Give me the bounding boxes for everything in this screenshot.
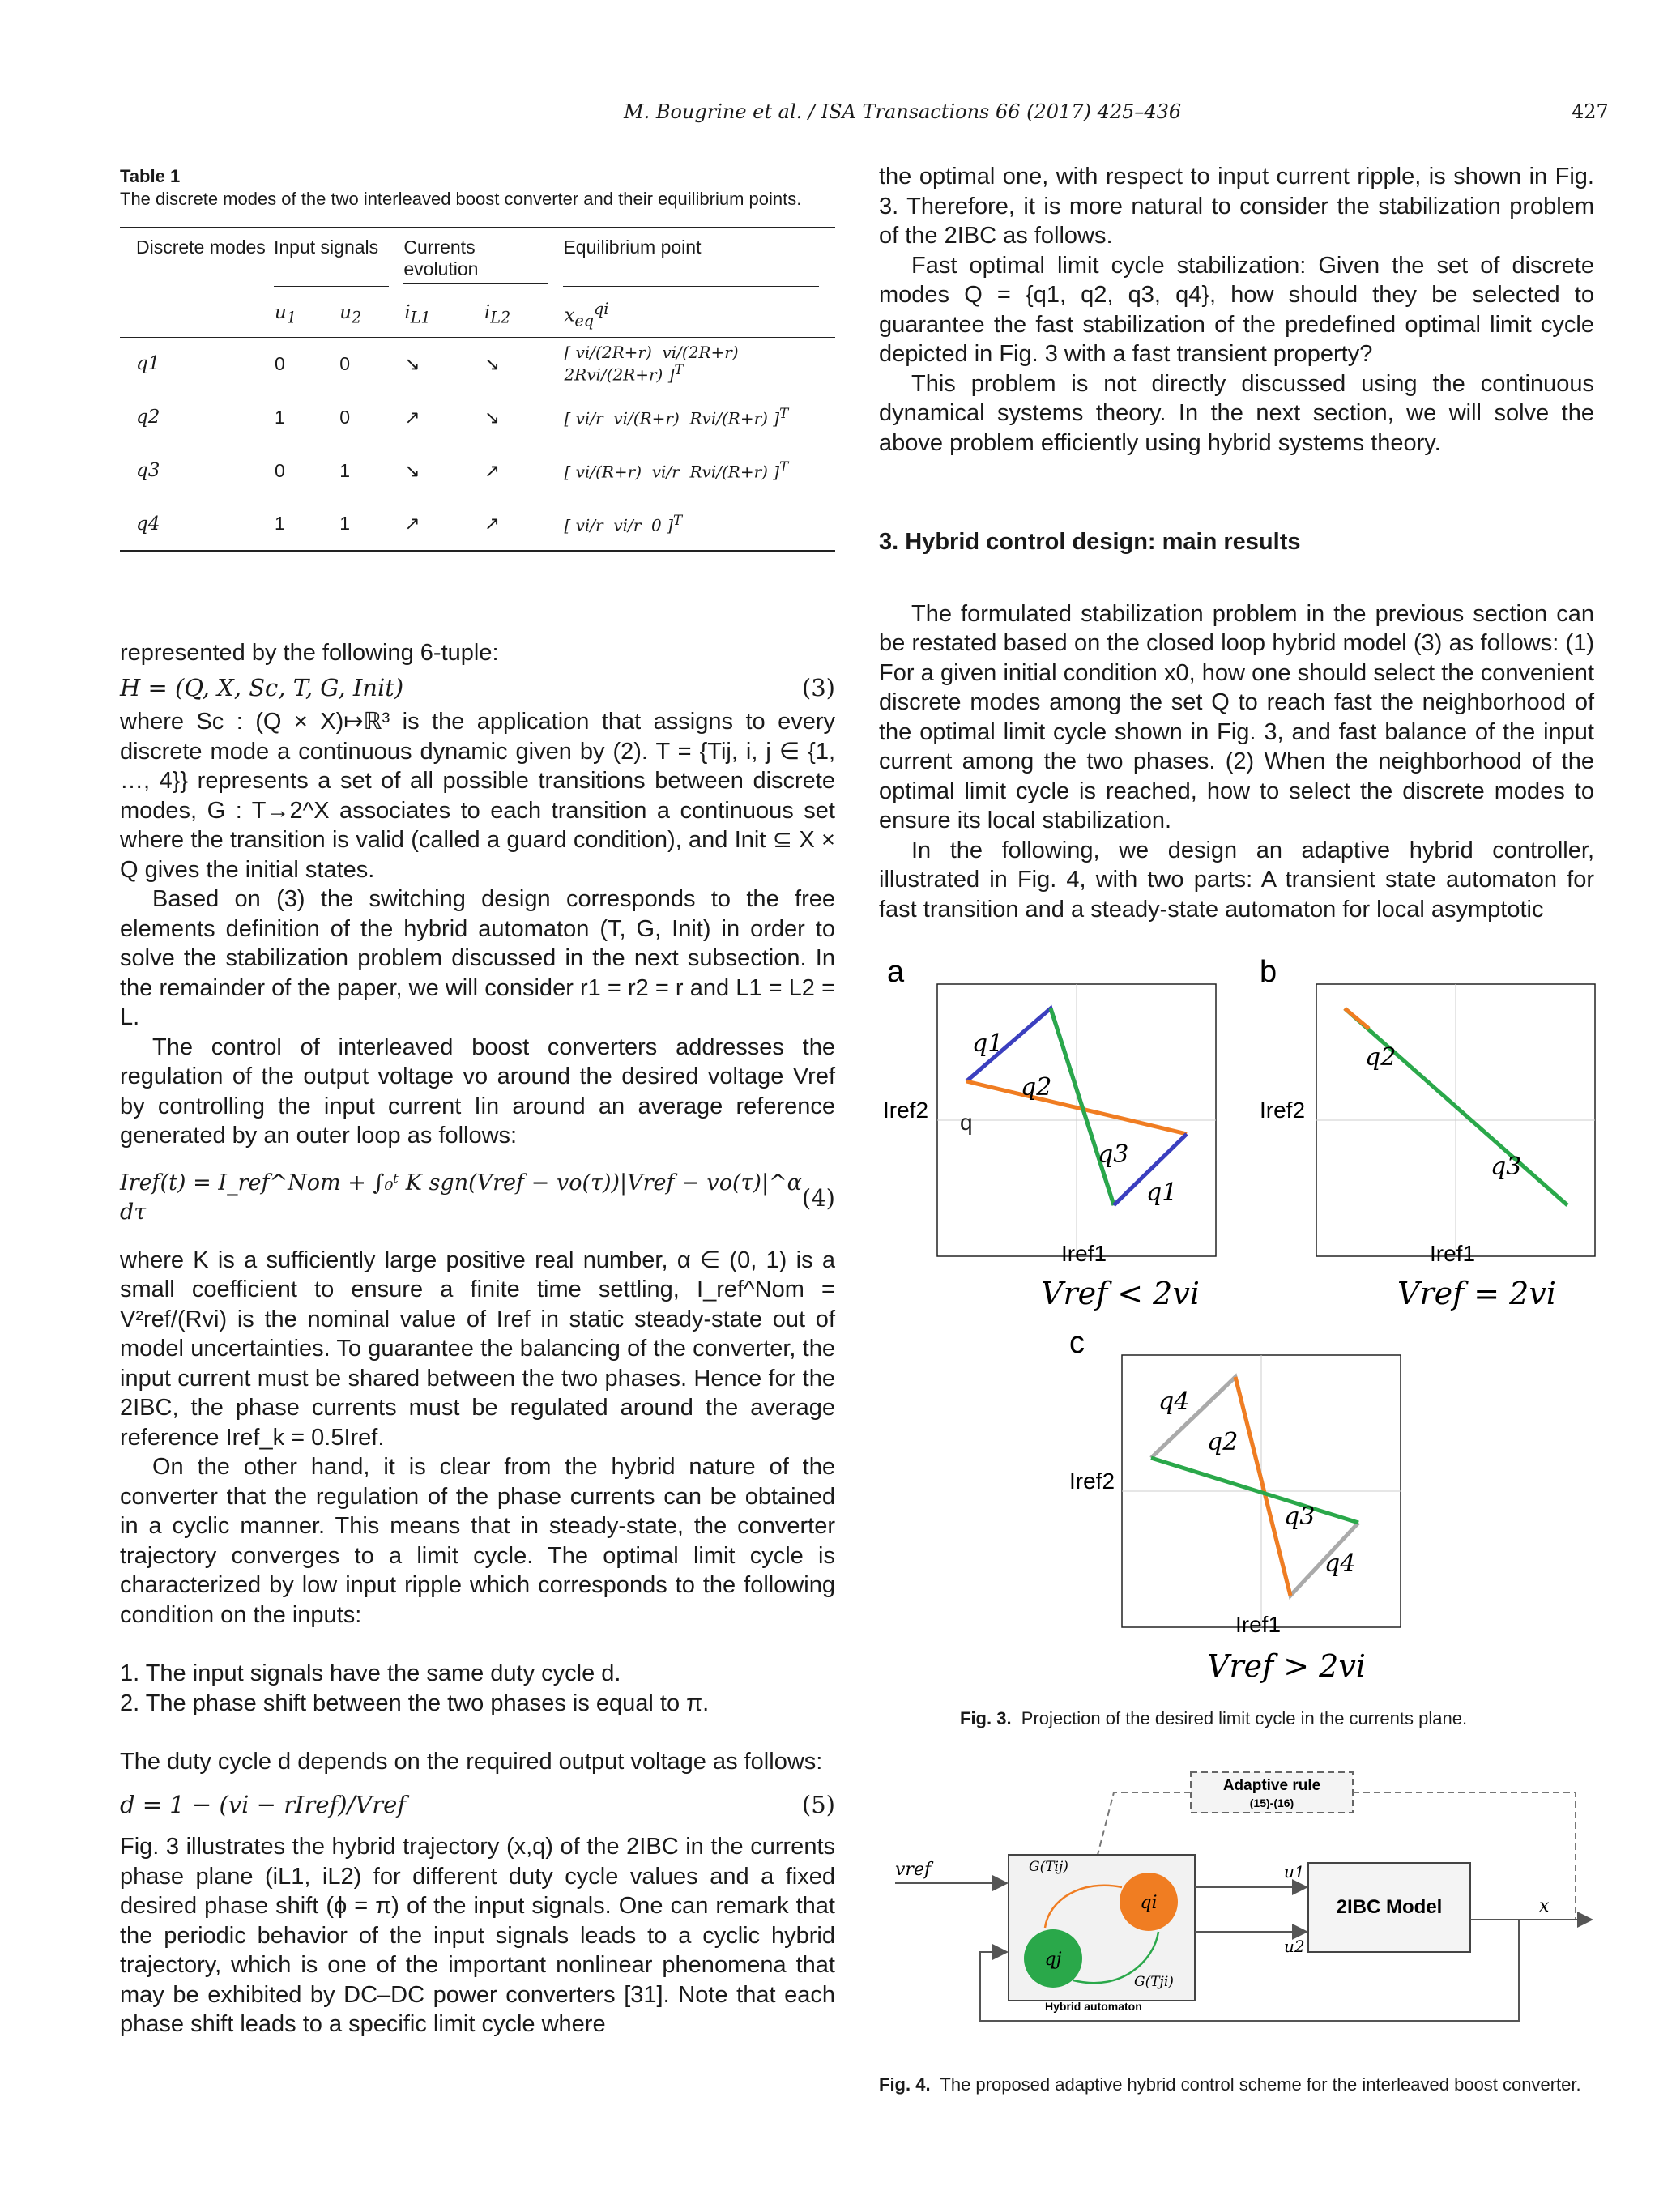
- panel-a-label: a: [887, 955, 905, 989]
- adaptive-link-left: [1098, 1792, 1191, 1855]
- table1-label: Table 1: [120, 166, 181, 186]
- para: Based on (3) the switching design corresponds to the free elements definition of the hybrid automaton (T, G, Init) in order to solve the stabilization problem discussed in the next subsection. In the remainder of the paper, we will consider r1 = r2 = r and L1 = L2 = L.: [120, 886, 835, 1030]
- left-column: [120, 638, 835, 2039]
- figure-3: [879, 948, 1608, 1709]
- th-currents: Currents evolution: [403, 237, 548, 284]
- trajectory-b-start: [1345, 1008, 1369, 1029]
- th-il2: $i_{L2}$: [484, 302, 511, 328]
- para: The formulated stabilization problem in the previous section can be restated based on the closed loop hybrid model (3) as follows: (1) For a given initial condition x0, how one should select the convenient discrete modes among the set Q to reach fast the neighborhood of the optimal limit cycle shown in Fig. 3, and fast balance of the input current among the two phases. (2) When the neighborhood of the optimal limit cycle is reached, how to select the discrete modes to ensure its local stabilization.: [879, 600, 1594, 833]
- equation-5: d = 1 − (vi − rIref)/Vref (5): [120, 1790, 835, 1818]
- table-row: q3 0 1 ↘ ↗ [ vi/(R+r) vi/r Rvi/(R+r) ]$^T$: [136, 459, 789, 482]
- x-label: x: [1539, 1896, 1550, 1916]
- para: The control of interleaved boost converters addresses the regulation of the output voltage vo around the desired voltage Vref by controlling the input current Iin around an average reference generated by an outer loop as follows:: [120, 1034, 835, 1149]
- guard-tji: G(Tji): [1134, 1974, 1174, 1990]
- page-number: 427: [1572, 100, 1609, 123]
- fig4-caption: Fig. 4. The proposed adaptive hybrid control scheme for the interleaved boost converter.: [879, 2074, 1581, 2095]
- table1-caption: The discrete modes of the two interleaved boost converter and their equilibrium points.: [120, 189, 802, 209]
- panel-c-mode: q2: [1207, 1428, 1239, 1456]
- para: In the following, we design an adaptive hybrid controller, illustrated in Fig. 4, with two parts: A transient state automaton for fast transition and a steady-state automaton for local asymptotic: [879, 837, 1594, 923]
- running-title: M. Bougrine et al. / ISA Transactions 66 (2017) 425–436: [624, 100, 1182, 123]
- panel-c-ylabel: Iref2: [1069, 1468, 1115, 1494]
- panel-b-mode: q3: [1491, 1153, 1522, 1181]
- para: This problem is not directly discussed using the continuous dynamical systems theory. In the next section, we will solve the above problem efficiently using hybrid systems theory.: [879, 370, 1594, 456]
- guard-tij: G(Tij): [1029, 1859, 1068, 1875]
- panel-c-label: c: [1069, 1326, 1085, 1360]
- table-row: q1 0 0 ↘ ↘ [ vi/(2R+r) vi/(2R+r) 2Rvi/(2R+r) ]$^T$: [136, 343, 739, 386]
- panel-a-mode: q1: [1146, 1178, 1178, 1207]
- panel-a-ylabel: Iref2: [883, 1097, 929, 1123]
- trajectory-q3a: [1051, 1008, 1114, 1205]
- equation-4: Iref(t) = I_ref^Nom + ∫₀ᵗ K sgn(Vref − vo(τ))|Vref − vo(τ)|^α dτ (4): [120, 1170, 835, 1225]
- th-xeq: $x_{eq}^{qi}$: [564, 300, 609, 330]
- list-item: 2. The phase shift between the two phases is equal to π.: [120, 1690, 710, 1716]
- panel-a-xlabel: Iref1: [1061, 1241, 1107, 1266]
- th-inputs: Input signals: [274, 237, 389, 287]
- panel-a-mode: q1: [972, 1029, 1004, 1058]
- th-il1: $i_{L1}$: [404, 302, 431, 328]
- panel-c-mode: q3: [1284, 1502, 1316, 1531]
- th-u1: $u_1$: [275, 302, 297, 328]
- para: On the other hand, it is clear from the hybrid nature of the converter that the regulation of the phase currents can be obtained in a cyclic manner. This means that in steady-state, the converter trajectory converges to a limit cycle. The optimal limit cycle is characterized by low input ripple which corresponds to the following condition on the inputs:: [120, 1454, 835, 1628]
- para: Fig. 3 illustrates the hybrid trajectory (x,q) of the 2IBC in the currents phase plane (iL1, iL2) for different duty cycle values and a fixed desired phase shift (ϕ = π) of the input signals. One can remark that the periodic behavior of the input signals leads to a cyclic hybrid trajectory, which is one of the important nonlinear phenomena that may be exhibited by DC–DC power converters [31]. Note that each phase shift leads to a specific limit cycle where: [120, 1834, 835, 2037]
- th-equilibrium: Equilibrium point: [563, 237, 819, 287]
- table-row: q2 1 0 ↗ ↘ [ vi/r vi/(R+r) Rvi/(R+r) ]$^T$: [136, 406, 789, 428]
- figure-4: [879, 1758, 1608, 2049]
- automaton-label: Hybrid automaton: [1045, 2000, 1142, 2013]
- para: Fast optimal limit cycle stabilization: Given the set of discrete modes Q = {q1, q2, q3, q4}, how should they be selected to guarantee the fast stabilization of the predefined optimal limit cycle depicted in Fig. 3 with a fast transient property?: [879, 252, 1594, 367]
- panel-a-mode: q3: [1098, 1140, 1129, 1169]
- para: represented by the following 6-tuple:: [120, 640, 499, 666]
- u1-label: u1: [1284, 1862, 1305, 1882]
- panel-b-mode: q2: [1365, 1043, 1397, 1072]
- trajectory-c-q3: [1151, 1458, 1358, 1523]
- list-item: 1. The input signals have the same duty cycle d.: [120, 1660, 621, 1686]
- panel-b-cond: Vref = 2vi: [1397, 1276, 1556, 1311]
- adaptive-rule-text: Adaptive rule: [1222, 1777, 1321, 1794]
- table-row: q4 1 1 ↗ ↗ [ vi/r vi/r 0 ]$^T$: [120, 497, 835, 551]
- panel-a-mode: q2: [1021, 1073, 1052, 1102]
- u2-label: u2: [1284, 1937, 1305, 1956]
- th-u2: $u_2$: [339, 302, 362, 328]
- mode-qj-label: qj: [1044, 1950, 1062, 1970]
- panel-c-mode: q4: [1324, 1549, 1356, 1578]
- model-label: 2IBC Model: [1336, 1896, 1443, 1918]
- para: the optimal one, with respect to input current ripple, is shown in Fig. 3. Therefore, it is more natural to consider the stabilization problem of the 2IBC as follows.: [879, 164, 1594, 249]
- adaptive-rule-eqs: (15)-(16): [1249, 1796, 1294, 1809]
- mode-qi-label: qi: [1140, 1893, 1158, 1913]
- table1-grid: [120, 228, 835, 552]
- section-heading: 3. Hybrid control design: main results: [879, 529, 1301, 555]
- vref-label: vref: [895, 1860, 932, 1880]
- para: where Sc : (Q × X)↦ℝ³ is the application that assigns to every discrete mode a continuous dynamic given by (2). T = {Tij, i, j ∈ {1, …, 4}} represents a set of all possible transitions between discrete modes, G : T→2^X associates to each transition a continuous set where the transition is valid (called a guard condition), and Init ⊆ X × Q gives the initial states.: [120, 709, 835, 883]
- fig3-caption: Fig. 3. Projection of the desired limit cycle in the currents plane.: [960, 1708, 1468, 1728]
- para: where K is a sufficiently large positive real number, α ∈ (0, 1) is a small coefficient to ensure a finite time settling, I_ref^Nom = V²ref/(Rvi) is the nominal value of Iref in static steady-state out of model uncertainties. To guarantee the balancing of the converter, the input current must be shared between the two phases. Hence for the 2IBC, the phase currents must be regulated around the average reference Iref_k = 0.5Iref.: [120, 1247, 835, 1451]
- right-column: [879, 162, 1594, 924]
- panel-b-label: b: [1260, 955, 1277, 989]
- panel-c-xlabel: Iref1: [1235, 1612, 1282, 1637]
- panel-b-xlabel: Iref1: [1430, 1241, 1476, 1266]
- th-modes: Discrete modes: [136, 237, 266, 258]
- panel-c-mode: q4: [1158, 1387, 1190, 1416]
- equation-3: H = (Q, X, Sc, T, G, Init) (3): [120, 673, 835, 701]
- panel-a-label: q: [960, 1110, 973, 1135]
- panel-b-ylabel: Iref2: [1260, 1097, 1306, 1123]
- panel-c-cond: Vref > 2vi: [1207, 1648, 1366, 1684]
- panel-a-cond: Vref < 2vi: [1041, 1276, 1200, 1311]
- para: The duty cycle d depends on the required output voltage as follows:: [120, 1749, 823, 1775]
- table1: [120, 165, 835, 552]
